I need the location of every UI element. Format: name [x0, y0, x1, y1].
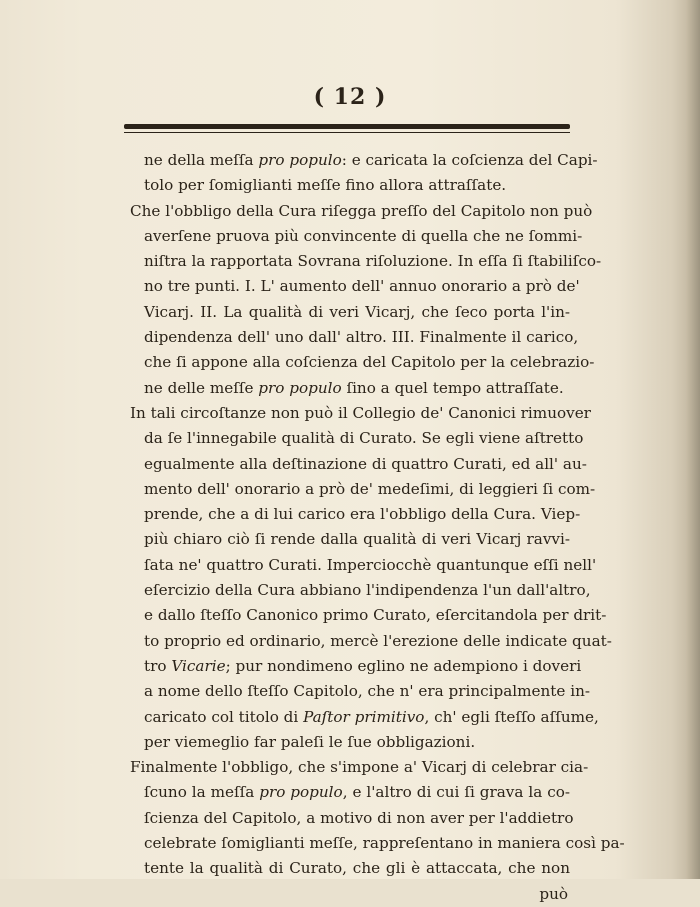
header-rule: [124, 124, 570, 129]
page-number: ( 12 ): [313, 84, 387, 110]
text-line: In tali circoſtanze non può il Collegio de' Canonici rimuover: [130, 403, 591, 422]
text-line: tolo per ſomiglianti meſſe fino allora attraſſate.: [144, 176, 507, 195]
text-line: tro Vicarie; pur nondimeno eglino ne adempiono i doveri: [144, 656, 582, 675]
catchword: può: [539, 884, 568, 903]
header-rule-thin: [124, 132, 570, 133]
text-line: tente la qualità di Curato, che gli è attaccata, che non: [144, 859, 570, 878]
text-line: Vicarj. II. La qualità di veri Vicarj, che ſeco porta l'in-: [144, 302, 570, 321]
text-line: per viemeglio far paleſi le ſue obbligazioni.: [144, 732, 476, 751]
text-line: da ſe l'innegabile qualità di Curato. Se egli viene aſtretto: [144, 429, 584, 448]
text-line: che ſi appone alla coſcienza del Capitolo per la celebrazio-: [144, 353, 595, 372]
text-line: to proprio ed ordinario, mercè l'erezione delle indicate quat-: [144, 631, 612, 650]
text-line: a nome dello ſteſſo Capitolo, che n' era principalmente in-: [144, 682, 590, 701]
text-line: e dallo ſteſſo Canonico primo Curato, eſercitandola per drit-: [144, 606, 607, 625]
text-line: ne delle meſſe pro populo ſino a quel tempo attraſſate.: [144, 378, 564, 397]
text-line: mento dell' onorario a prò de' medeſimi, di leggieri ſi com-: [144, 479, 596, 498]
text-line: no tre punti. I. L' aumento dell' annuo onorario a prò de': [144, 277, 580, 296]
text-line: ne della meſſa pro populo: e caricata la coſcienza del Capi-: [144, 151, 598, 169]
text-line: eſercizio della Cura abbiano l'indipendenza l'un dall'altro,: [144, 581, 591, 600]
text-line: ſata ne' quattro Curati. Imperciocchè quantunque eſſi nell': [144, 555, 597, 574]
text-line: niſtra la rapportata Sovrana riſoluzione. In eſſa ſi ſtabiliſco-: [144, 252, 602, 271]
text-line: caricato col titolo di Paſtor primitivo, ch' egli ſteſſo aſſume,: [144, 707, 599, 726]
text-line: celebrate ſomiglianti meſſe, rappreſentano in maniera così pa-: [144, 834, 625, 853]
text-line: egualmente alla deſtinazione di quattro Curati, ed all' au-: [144, 454, 587, 473]
text-line: averſene pruova più convincente di quella che ne ſommi-: [144, 226, 583, 245]
body-text: [130, 148, 625, 907]
text-line: Che l'obbligo della Cura riſegga preſſo del Capitolo non può: [130, 201, 593, 220]
text-line: più chiaro ciò ſi rende dalla qualità di veri Vicarj ravvi-: [144, 530, 570, 549]
text-line: ſcuno la meſſa pro populo, e l'altro di cui ſi grava la co-: [144, 783, 570, 802]
text-line: dipendenza dell' uno dall' altro. III. Finalmente il carico,: [144, 328, 579, 347]
page-edge-shadow: [686, 0, 700, 879]
text-line: ſcienza del Capitolo, a motivo di non aver per l'addietro: [144, 808, 574, 827]
text-line: Finalmente l'obbligo, che s'impone a' Vicarj di celebrar cia-: [130, 758, 589, 777]
text-line: prende, che a di lui carico era l'obbligo della Cura. Viep-: [144, 505, 581, 524]
